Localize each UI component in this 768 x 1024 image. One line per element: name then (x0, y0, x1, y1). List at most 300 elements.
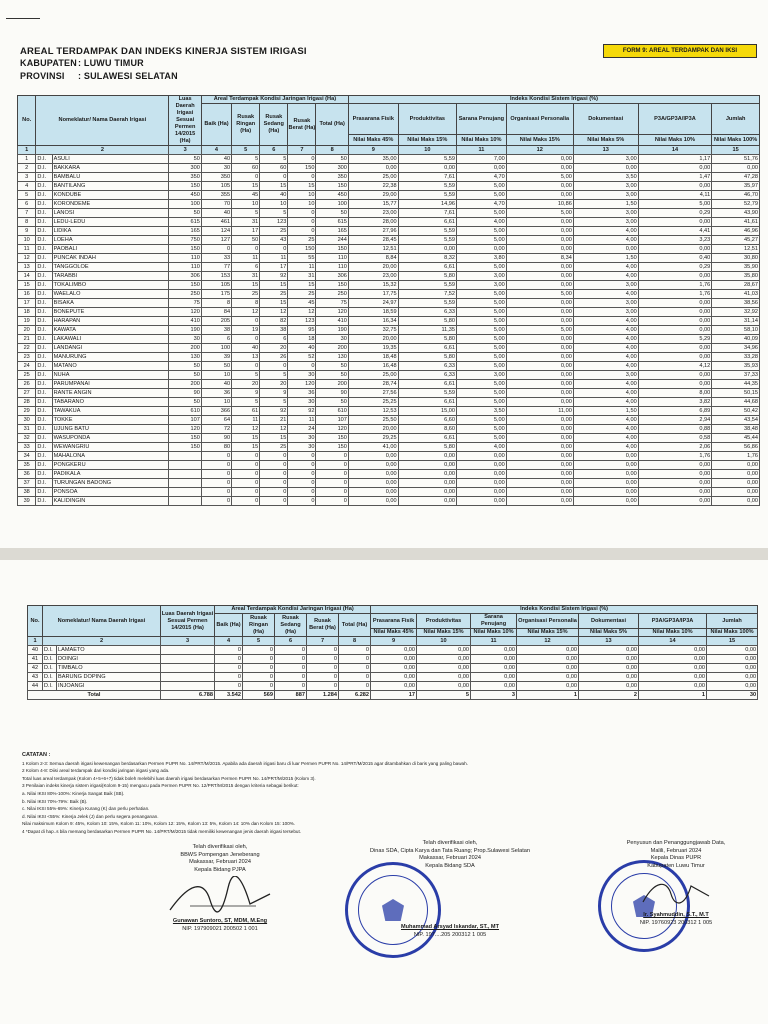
baik-value: 100 (201, 344, 231, 353)
luas-value: 200 (169, 344, 201, 353)
rusak-berat-value: 95 (288, 326, 316, 335)
signature-right-name: Ir. Syahmuddin, S.T., M.T (643, 912, 709, 918)
baik-value: 0 (215, 664, 243, 673)
dokumentasi-value: 4,00 (573, 344, 638, 353)
rusak-ringan-value: 40 (232, 344, 260, 353)
produktivitas-value: 5,59 (398, 236, 456, 245)
di-prefix: D.I. (36, 461, 52, 470)
dokumentasi-value: 0,00 (573, 245, 638, 254)
irrigation-name: LAKAWALI (52, 335, 169, 344)
prasarana-value: 15,32 (348, 281, 398, 290)
dokumentasi-value: 3,50 (573, 173, 638, 182)
di-prefix: D.I. (36, 236, 52, 245)
luas-value: 50 (169, 362, 201, 371)
rusak-ringan-value: 31 (232, 272, 260, 281)
signature-left-line1: Telah diverifikasi oleh, (192, 844, 248, 850)
header-luas: Luas Daerah Irigasi Sesuai Permen 14/2015 (Ha) (169, 96, 201, 146)
irrigation-name: PARUMPANAI (52, 380, 169, 389)
baik-value: 90 (201, 434, 231, 443)
produktivitas-value: 0,00 (417, 664, 471, 673)
header-sarana: Sarana Penujang (457, 104, 507, 135)
total-value: 615 (316, 218, 348, 227)
table-row (18, 200, 760, 209)
sarana-value: 3,50 (457, 407, 507, 416)
row-number: 3 (18, 173, 36, 182)
row-number: 5 (18, 191, 36, 200)
irrigation-name: BANTILANG (52, 182, 169, 191)
rusak-sedang-value: 0 (275, 646, 307, 655)
organisasi-value: 0,00 (506, 236, 573, 245)
di-prefix: D.I. (36, 452, 52, 461)
luas-value: 150 (169, 443, 201, 452)
note-item: 1 Kolom 2-3: Semua daerah irigasi kewenangan berdasarkan Permen PUPR No. 14/PRT/M/2015. Apabila ada daerah irigasi baru di luar Permen PUPR No. 14/PRT/M/2015 agar ditambahkan di baris yang paling bawah. (22, 760, 468, 766)
organisasi-value: 0,00 (517, 655, 579, 664)
header-max-organisasi: Nilai Maks 15% (506, 135, 573, 146)
total-value: 0 (316, 479, 348, 488)
header-organisasi: Organisasi Personalia (506, 104, 573, 135)
produktivitas-value: 5,80 (398, 272, 456, 281)
irrigation-name: LIDIKA (52, 227, 169, 236)
produktivitas-value: 5,59 (398, 155, 456, 164)
table-row (18, 497, 760, 506)
total-value: 120 (316, 425, 348, 434)
rusak-berat-value: 0 (307, 673, 339, 682)
rusak-berat-value: 0 (307, 682, 339, 691)
produktivitas-value: 0,00 (398, 461, 456, 470)
table-body-page-1 (18, 146, 760, 506)
produktivitas-value: 5,59 (398, 227, 456, 236)
di-prefix: D.I. (36, 245, 52, 254)
signature-left-line4: Kepala Bidang PJPA (194, 866, 246, 873)
kabupaten-value: : LUWU TIMUR (78, 58, 144, 68)
total-value-cell: 887 (275, 691, 307, 700)
dokumentasi-value: 0,00 (573, 461, 638, 470)
jumlah-value: 45,27 (712, 236, 760, 245)
row-number: 16 (18, 290, 36, 299)
total-value: 450 (316, 191, 348, 200)
baik-value: 30 (201, 164, 231, 173)
rusak-berat-value: 150 (288, 164, 316, 173)
total-value: 165 (316, 227, 348, 236)
table-row (18, 335, 760, 344)
total-value-cell: 1.284 (307, 691, 339, 700)
rusak-ringan-value: 13 (232, 353, 260, 362)
row-number: 15 (18, 281, 36, 290)
luas-value: 30 (169, 335, 201, 344)
handwritten-signature-left (160, 876, 280, 918)
row-number: 28 (18, 398, 36, 407)
p3a-value: 0,40 (638, 254, 712, 263)
jumlah-value: 0,00 (712, 164, 760, 173)
rusak-ringan-value: 9 (232, 389, 260, 398)
jumlah-value: 0,00 (712, 479, 760, 488)
dokumentasi-value: 4,00 (573, 443, 638, 452)
organisasi-value: 0,00 (506, 227, 573, 236)
note-item: b. Nilai IKSI 70%-79%: Baik (B). (22, 798, 88, 804)
row-number: 6 (18, 200, 36, 209)
row-number: 22 (18, 344, 36, 353)
produktivitas-value: 0,00 (417, 682, 471, 691)
rusak-sedang-value: 25 (260, 290, 288, 299)
prasarana-value: 28,45 (348, 236, 398, 245)
produktivitas-value: 0,00 (398, 488, 456, 497)
sarana-value: 0,00 (457, 164, 507, 173)
rusak-berat-value: 0 (288, 362, 316, 371)
luas-value: 615 (169, 218, 201, 227)
baik-value: 77 (201, 263, 231, 272)
p3a-value: 2,06 (638, 443, 712, 452)
column-index-cell: 14 (638, 146, 712, 155)
luas-value (169, 479, 201, 488)
header-max-produktivitas: Nilai Maks 15% (417, 629, 471, 637)
baik-value: 80 (201, 443, 231, 452)
total-value: 90 (316, 389, 348, 398)
organisasi-value: 0,00 (506, 461, 573, 470)
jumlah-value: 31,14 (712, 317, 760, 326)
dokumentasi-value: 4,00 (573, 263, 638, 272)
header-organisasi: Organisasi Personalia (517, 614, 579, 629)
sarana-value: 5,00 (457, 335, 507, 344)
rusak-ringan-value: 5 (232, 398, 260, 407)
irrigation-name: LEDU-LEDU (52, 218, 169, 227)
rusak-sedang-value: 92 (260, 272, 288, 281)
dokumentasi-value: 4,00 (573, 236, 638, 245)
rusak-sedang-value: 25 (260, 227, 288, 236)
prasarana-value: 25,00 (348, 173, 398, 182)
dokumentasi-value: 3,00 (573, 371, 638, 380)
total-value: 0 (316, 470, 348, 479)
signature-right-line4: Kabupaten Luwu Timur (647, 862, 705, 869)
total-value: 0 (339, 646, 371, 655)
baik-value: 40 (201, 380, 231, 389)
rusak-sedang-value: 38 (260, 326, 288, 335)
rusak-sedang-value: 5 (260, 371, 288, 380)
di-prefix: D.I. (36, 443, 52, 452)
row-number: 12 (18, 254, 36, 263)
rusak-berat-value: 15 (288, 182, 316, 191)
sarana-value: 5,00 (457, 263, 507, 272)
rusak-berat-value: 15 (288, 281, 316, 290)
organisasi-value: 0,00 (506, 182, 573, 191)
rusak-berat-value: 25 (288, 236, 316, 245)
luas-value: 120 (169, 308, 201, 317)
table-body-page-2 (28, 637, 758, 700)
rusak-berat-value: 18 (288, 335, 316, 344)
dokumentasi-value: 0,00 (573, 164, 638, 173)
total-value: 110 (316, 254, 348, 263)
produktivitas-value: 0,00 (417, 646, 471, 655)
rusak-berat-value: 11 (288, 416, 316, 425)
column-index-cell: 5 (243, 637, 275, 646)
table-row (18, 353, 760, 362)
dokumentasi-value: 3,00 (573, 209, 638, 218)
irrigation-name: BONEPUTE (52, 308, 169, 317)
rusak-berat-value: 0 (288, 173, 316, 182)
organisasi-value: 0,00 (506, 470, 573, 479)
rusak-berat-value: 0 (288, 452, 316, 461)
table-row (18, 155, 760, 164)
di-prefix: D.I. (36, 263, 52, 272)
column-index-cell: 12 (517, 637, 579, 646)
organisasi-value: 0,00 (506, 380, 573, 389)
baik-value: 38 (201, 326, 231, 335)
irrigation-name: PONGKERU (52, 461, 169, 470)
header-max-sarana: Nilai Maks 10% (457, 135, 507, 146)
row-number: 36 (18, 470, 36, 479)
dokumentasi-value: 0,00 (573, 497, 638, 506)
sarana-value: 4,00 (457, 218, 507, 227)
produktivitas-value: 6,33 (398, 371, 456, 380)
sarana-value: 5,00 (457, 227, 507, 236)
p3a-value: 0,58 (638, 434, 712, 443)
header-max-jumlah: Nilai Maks 100% (712, 135, 760, 146)
di-prefix: D.I. (36, 182, 52, 191)
organisasi-value: 0,00 (506, 434, 573, 443)
rusak-sedang-value: 0 (260, 173, 288, 182)
di-prefix: D.I. (36, 281, 52, 290)
rusak-berat-value: 120 (288, 380, 316, 389)
dokumentasi-value: 1,50 (573, 254, 638, 263)
header-no: No. (18, 96, 36, 146)
sarana-value: 5,00 (457, 290, 507, 299)
table-row (18, 254, 760, 263)
column-index-cell: 6 (260, 146, 288, 155)
rusak-berat-value: 0 (307, 655, 339, 664)
rusak-berat-value: 92 (288, 407, 316, 416)
signature-right-line3: Kepala Dinas PUPR (650, 855, 702, 861)
header-produktivitas: Produktivitas (417, 614, 471, 629)
di-prefix: D.I. (36, 371, 52, 380)
rusak-ringan-value: 17 (232, 227, 260, 236)
baik-value: 124 (201, 227, 231, 236)
baik-value: 72 (201, 425, 231, 434)
total-value: 150 (316, 443, 348, 452)
jumlah-value: 0,00 (707, 682, 758, 691)
organisasi-value: 0,00 (517, 673, 579, 682)
p3a-value: 0,00 (638, 299, 712, 308)
p3a-value: 0,00 (638, 245, 712, 254)
irrigation-name: WASUPONDA (52, 434, 169, 443)
luas-value (169, 470, 201, 479)
rusak-sedang-value: 0 (260, 497, 288, 506)
rusak-sedang-value: 0 (260, 245, 288, 254)
rusak-sedang-value: 15 (260, 299, 288, 308)
row-number: 35 (18, 461, 36, 470)
rusak-sedang-value: 12 (260, 425, 288, 434)
total-value: 0 (339, 664, 371, 673)
jumlah-value: 43,90 (712, 209, 760, 218)
sarana-value: 0,00 (471, 646, 517, 655)
column-index-cell: 9 (371, 637, 417, 646)
table-row (18, 236, 760, 245)
row-number: 33 (18, 443, 36, 452)
rusak-ringan-value: 11 (232, 416, 260, 425)
table-row (18, 299, 760, 308)
prasarana-value: 0,00 (371, 682, 417, 691)
rusak-berat-value: 0 (288, 470, 316, 479)
p3a-value: 0,00 (638, 470, 712, 479)
organisasi-value: 5,00 (506, 209, 573, 218)
luas-value: 350 (169, 173, 201, 182)
di-prefix: D.I. (36, 173, 52, 182)
total-value: 410 (316, 317, 348, 326)
dokumentasi-value: 4,00 (573, 227, 638, 236)
total-value: 50 (316, 209, 348, 218)
rusak-ringan-value: 0 (232, 452, 260, 461)
header-max-p3a: Nilai Maks 10% (639, 629, 707, 637)
organisasi-value: 0,00 (506, 245, 573, 254)
sarana-value: 4,70 (457, 200, 507, 209)
table-row (18, 281, 760, 290)
jumlah-value: 37,33 (712, 371, 760, 380)
di-prefix: D.I. (43, 682, 57, 691)
rusak-ringan-value: 11 (232, 254, 260, 263)
p3a-value: 0,00 (639, 664, 707, 673)
luas-value: 75 (169, 299, 201, 308)
di-prefix: D.I. (36, 254, 52, 263)
organisasi-value: 0,00 (506, 497, 573, 506)
table-row (18, 389, 760, 398)
jumlah-value: 0,00 (712, 488, 760, 497)
table-row (28, 682, 758, 691)
irrigation-table-page-1 (17, 95, 760, 506)
jumlah-value: 0,00 (712, 470, 760, 479)
header-nomenklatur: Nomeklatur/ Nama Daerah Irigasi (43, 606, 161, 637)
rusak-ringan-value: 60 (232, 164, 260, 173)
sarana-value: 5,00 (457, 308, 507, 317)
row-number: 29 (18, 407, 36, 416)
sarana-value: 5,00 (457, 398, 507, 407)
produktivitas-value: 8,60 (398, 425, 456, 434)
p3a-value: 0,00 (638, 497, 712, 506)
header-max-dokumentasi: Nilai Maks 5% (579, 629, 639, 637)
row-number: 31 (18, 425, 36, 434)
organisasi-value: 0,00 (506, 479, 573, 488)
organisasi-value: 0,00 (506, 164, 573, 173)
table-row (18, 182, 760, 191)
baik-value: 70 (201, 200, 231, 209)
prasarana-value: 20,00 (348, 335, 398, 344)
luas-value (169, 488, 201, 497)
table-row (18, 218, 760, 227)
sarana-value: 4,70 (457, 173, 507, 182)
baik-value: 64 (201, 416, 231, 425)
p3a-value: 0,00 (639, 682, 707, 691)
jumlah-value: 52,79 (712, 200, 760, 209)
table-row (18, 290, 760, 299)
total-value: 250 (316, 290, 348, 299)
total-value-cell: 569 (243, 691, 275, 700)
signature-block-middle (330, 840, 570, 939)
page-gap (0, 548, 768, 560)
prasarana-value: 0,00 (348, 461, 398, 470)
column-index-cell: 4 (201, 146, 231, 155)
prasarana-value: 29,00 (348, 191, 398, 200)
header-rusak-sedang: Rusak Sedang (Ha) (260, 104, 288, 146)
organisasi-value: 0,00 (506, 425, 573, 434)
sarana-value: 0,00 (457, 497, 507, 506)
luas-value: 306 (169, 272, 201, 281)
p3a-value: 1,76 (638, 452, 712, 461)
signature-block-right (596, 840, 756, 927)
irrigation-name: TABARANO (52, 398, 169, 407)
baik-value: 10 (201, 371, 231, 380)
prasarana-value: 35,00 (348, 155, 398, 164)
luas-value (169, 461, 201, 470)
prasarana-value: 25,25 (348, 398, 398, 407)
jumlah-value: 32,92 (712, 308, 760, 317)
rusak-sedang-value: 15 (260, 182, 288, 191)
prasarana-value: 19,35 (348, 344, 398, 353)
di-prefix: D.I. (43, 673, 57, 682)
rusak-ringan-value: 0 (243, 673, 275, 682)
irrigation-name: INJOANGI (57, 682, 161, 691)
sarana-value: 0,00 (457, 470, 507, 479)
p3a-value: 0,00 (638, 317, 712, 326)
prasarana-value: 20,00 (348, 425, 398, 434)
rusak-sedang-value: 0 (260, 479, 288, 488)
organisasi-value: 0,00 (517, 646, 579, 655)
di-prefix: D.I. (36, 497, 52, 506)
produktivitas-value: 0,00 (417, 655, 471, 664)
prasarana-value: 0,00 (348, 497, 398, 506)
dokumentasi-value: 3,00 (573, 155, 638, 164)
jumlah-value: 35,97 (712, 182, 760, 191)
total-value: 0 (316, 452, 348, 461)
jumlah-value: 41,61 (712, 218, 760, 227)
rusak-berat-value: 10 (288, 200, 316, 209)
sarana-value: 0,00 (471, 673, 517, 682)
prasarana-value: 25,00 (348, 371, 398, 380)
row-number: 39 (18, 497, 36, 506)
jumlah-value: 35,90 (712, 263, 760, 272)
dokumentasi-value: 3,00 (573, 182, 638, 191)
table-row (18, 263, 760, 272)
column-index-cell: 8 (339, 637, 371, 646)
produktivitas-value: 5,80 (398, 443, 456, 452)
dokumentasi-value: 4,00 (573, 362, 638, 371)
prasarana-value: 23,00 (348, 209, 398, 218)
luas-value: 150 (169, 281, 201, 290)
jumlah-value: 50,42 (712, 407, 760, 416)
row-number: 38 (18, 488, 36, 497)
table-row (18, 245, 760, 254)
column-index-cell: 11 (471, 637, 517, 646)
table-row (18, 317, 760, 326)
luas-value (161, 646, 215, 655)
organisasi-value: 0,00 (506, 317, 573, 326)
luas-value (169, 497, 201, 506)
di-prefix: D.I. (36, 308, 52, 317)
produktivitas-value: 5,59 (398, 299, 456, 308)
di-prefix: D.I. (36, 353, 52, 362)
organisasi-value: 0,00 (506, 272, 573, 281)
baik-value: 205 (201, 317, 231, 326)
total-value: 150 (316, 281, 348, 290)
rusak-berat-value: 30 (288, 371, 316, 380)
sarana-value: 5,00 (457, 353, 507, 362)
p3a-value: 0,29 (638, 263, 712, 272)
rusak-ringan-value: 31 (232, 218, 260, 227)
sarana-value: 0,00 (471, 664, 517, 673)
luas-value: 50 (169, 209, 201, 218)
rusak-sedang-value: 6 (260, 335, 288, 344)
table-row (18, 308, 760, 317)
rusak-berat-value: 30 (288, 398, 316, 407)
row-number: 10 (18, 236, 36, 245)
produktivitas-value: 7,61 (398, 173, 456, 182)
note-item: d. Nilai IKSI <55%: Kinerja Jelek (J) dan perlu segera penanganan. (22, 813, 159, 819)
